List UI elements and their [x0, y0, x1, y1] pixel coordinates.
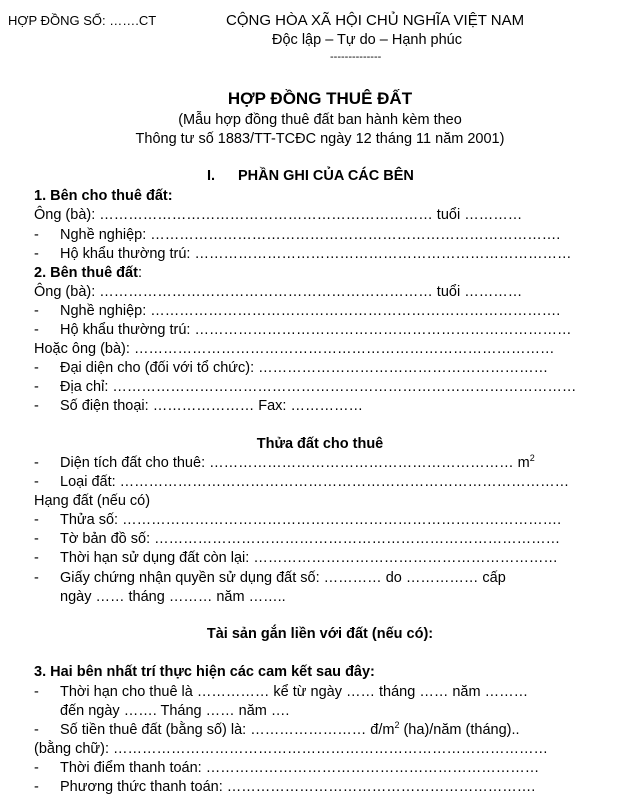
lessee-heading-colon: : — [137, 265, 142, 281]
lessee-residence-line: Hộ khẩu thường trú: …………………………………………………………………… — [60, 322, 572, 338]
bullet: - — [34, 779, 39, 795]
payment-method-line: Phương thức thanh toán: ………………………………………………………. — [60, 779, 536, 795]
lessee-representative-line: Đại diện cho (đối với tổ chức): …………………………………………………… — [60, 360, 549, 376]
certificate-date-line: ngày …… tháng ……… năm …….. — [60, 589, 286, 605]
plot-number-line: Thửa số: ………………………………………………………………………………. — [60, 512, 562, 528]
lessee-heading-text: 2. Bên thuê đất — [34, 265, 138, 281]
lessee-job-line: Nghề nghiệp: …………………………………………………………………………. — [60, 303, 561, 319]
certificate-line: Giấy chứng nhận quyền sử dụng đất số: ………… do …………… cấp — [60, 570, 506, 586]
rent-period-text: (ha)/năm (tháng).. — [399, 722, 520, 738]
remaining-term-line: Thời hạn sử dụng đất còn lại: ……………………………………………………… — [60, 550, 558, 566]
bullet: - — [34, 398, 39, 414]
rent-in-words-line: (bằng chữ): ……………………………………………………………………………… — [34, 741, 549, 757]
bullet: - — [34, 474, 39, 490]
bullet: - — [34, 360, 39, 376]
title-note-line1: (Mẫu hợp đồng thuê đất ban hành kèm theo — [178, 112, 462, 128]
bullet: - — [34, 379, 39, 395]
contract-number: HỢP ĐỒNG SỐ: …….CT — [8, 13, 157, 28]
national-motto: Độc lập – Tự do – Hạnh phúc — [272, 32, 463, 48]
document-title: HỢP ĐỒNG THUÊ ĐẤT — [227, 89, 413, 108]
lessee-phone-line: Số điện thoại: ………………… Fax: …………… — [60, 398, 363, 414]
rent-amount-line — [60, 720, 520, 738]
land-area-text: Diện tích đất cho thuê: ……………………………………………………… m — [60, 455, 530, 471]
lessor-name-line: Ông (bà): …………………………………………………………… tuổi ………… — [34, 207, 523, 223]
bullet: - — [34, 570, 39, 586]
bullet: - — [34, 531, 39, 547]
lessor-heading: 1. Bên cho thuê đất: — [34, 188, 173, 204]
bullet: - — [34, 322, 39, 338]
bullet: - — [34, 455, 39, 471]
payment-time-line: Thời điểm thanh toán: …………………………………………………………… — [60, 760, 540, 776]
bullet: - — [34, 550, 39, 566]
rent-unit-superscript: 2 — [394, 720, 400, 730]
bullet: - — [34, 246, 39, 262]
bullet: - — [34, 684, 39, 700]
lessor-residence-line: Hộ khẩu thường trú: …………………………………………………………………… — [60, 246, 572, 262]
rent-amount-text: Số tiền thuê đất (bằng số) là: …………………… đ/m — [60, 722, 395, 738]
commitments-heading: 3. Hai bên nhất trí thực hiện các cam kết sau đây: — [34, 664, 375, 680]
lessor-job-line: Nghề nghiệp: …………………………………………………………………………. — [60, 227, 561, 243]
area-unit-superscript: 2 — [529, 453, 535, 463]
motto-underline: -------------- — [330, 51, 382, 63]
assets-heading: Tài sản gắn liền với đất (nếu có): — [206, 626, 434, 642]
lessee-name-line: Ông (bà): …………………………………………………………… tuổi ………… — [34, 284, 523, 300]
bullet: - — [34, 722, 39, 738]
lease-end-line: đến ngày ……. Tháng …… năm …. — [60, 703, 290, 719]
land-area-line — [60, 453, 535, 471]
bullet: - — [34, 512, 39, 528]
country-name: CỘNG HÒA XÃ HỘI CHỦ NGHĨA VIỆT NAM — [226, 12, 525, 29]
section-title: PHẦN GHI CỦA CÁC BÊN — [238, 168, 414, 184]
bullet: - — [34, 760, 39, 776]
lessee-alt-person-line: Hoặc ông (bà): …………………………………………………………………………… — [34, 341, 555, 357]
bullet: - — [34, 227, 39, 243]
lessee-heading — [34, 266, 594, 281]
lessee-address-line: Địa chỉ: …………………………………………………………………………………… — [60, 379, 577, 395]
map-sheet-line: Tờ bản đồ số: ………………………………………………………………………… — [60, 531, 561, 547]
land-grade-line: Hạng đất (nếu có) — [34, 493, 151, 509]
section-number: I. — [207, 168, 216, 184]
land-type-line: Loại đất: ………………………………………………………………………………… — [60, 474, 570, 490]
land-heading: Thửa đất cho thuê — [256, 436, 384, 452]
bullet: - — [34, 303, 39, 319]
title-note-line2: Thông tư số 1883/TT-TCĐC ngày 12 tháng 11 năm 2001) — [135, 131, 505, 147]
lease-term-line: Thời hạn cho thuê là …………… kể từ ngày …… tháng …… năm ……… — [60, 684, 529, 700]
